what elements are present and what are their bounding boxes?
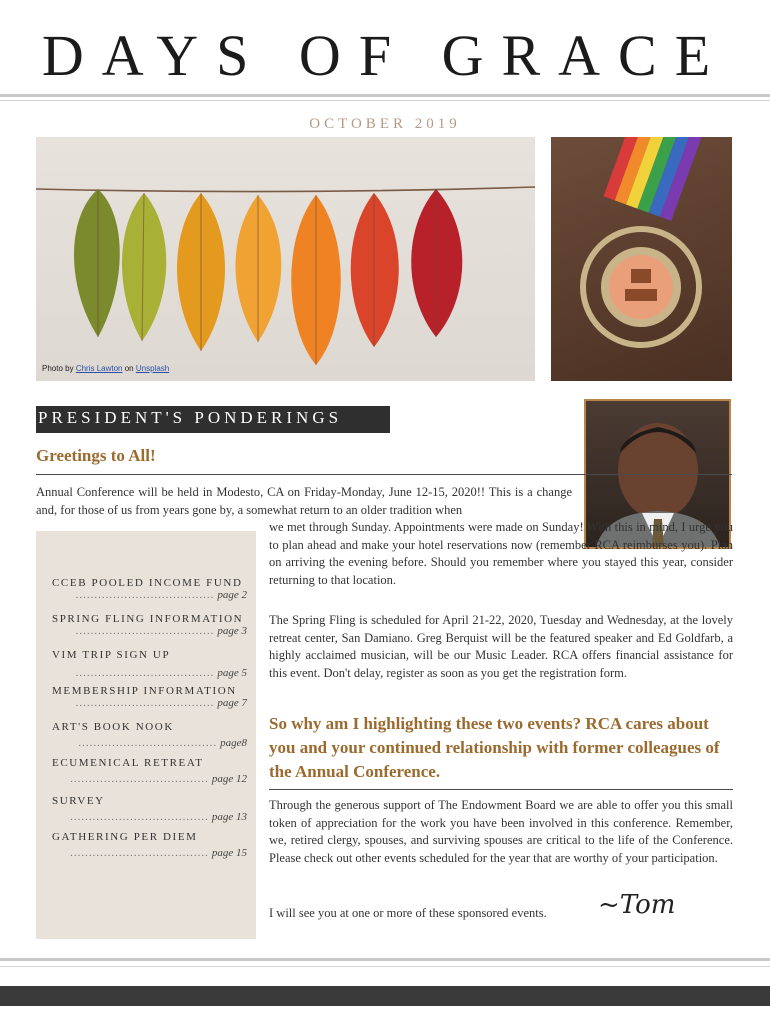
footer-bar [0,986,770,1006]
footer-rule [0,958,770,961]
greeting-heading: Greetings to All! [36,446,156,465]
toc-item[interactable]: GATHERING PER DIEM ..................................... page 15 [52,831,247,859]
toc-item-title: CCEB POOLED INCOME FUND [52,577,243,589]
callout-rule [269,789,733,790]
photo-credit [42,364,169,373]
toc-item-title: ECUMENICAL RETREAT [52,757,204,769]
callout-text: So why am I highlighting these two events? RCA cares about you and your continued relationship with former colleagues of the Annual Conference. [269,714,720,781]
toc-item[interactable]: CCEB POOLED INCOME FUND ..................................... page 2 [52,577,247,601]
photo-credit-on: on [124,364,134,373]
photo-credit-prefix: Photo by [42,364,74,373]
toc-item-title: MEMBERSHIP INFORMATION [52,685,237,697]
greeting-rule [36,474,732,475]
toc-item[interactable]: ECUMENICAL RETREAT ..................................... page 12 [52,757,247,785]
unsplash-link[interactable]: Unsplash [135,364,170,373]
issue-date: OCTOBER 2019 [309,116,461,132]
toc-item-page: page 7 [217,697,247,709]
toc-sidebar [36,531,256,939]
toc-item[interactable]: SPRING FLING INFORMATION ..................................... page 3 [52,613,247,637]
signoff-text: I will see you at one or more of these sponsored events. [269,906,547,920]
masthead-rule-thin [0,100,770,101]
masthead-title: DAYS OF GRACE [41,23,729,88]
toc-item-title: ART'S BOOK NOOK [52,721,174,733]
paragraph-1-wide: Annual Conference will be held in Modesto, CA on Friday-Monday, June 12-15, 2020!! This is a change and, for those of us from years gone by, a somewhat return to an older tradition when [36,485,572,517]
toc-item-page: page 2 [217,589,247,601]
photographer-link[interactable]: Chris Lawton [75,364,123,373]
toc-item-page: page 13 [211,811,247,823]
toc-item-title: SPRING FLING INFORMATION [52,613,244,625]
medal-photo [551,137,732,381]
toc-item-page: page 15 [211,847,247,859]
signature: ~Tom [598,890,676,920]
toc-item-title: GATHERING PER DIEM [52,831,198,843]
leaves-photo [36,137,535,381]
paragraph-1-narrow: we met through Sunday. Appointments were made on Sunday! With this in mind, I urge you to plan ahead and make your hotel reservations now (remember RCA reimburses you). Plan on arriving the evening before. Should you remember where you stayed this year, consider returning to that location. [269,520,733,587]
toc-item[interactable]: MEMBERSHIP INFORMATION ..................................... page 7 [52,685,247,709]
paragraph-3: Through the generous support of The Endowment Board we are able to offer you this small token of appreciation for the work you have been involved in this conference. Remember, we, retired clergy, spouses, and surviving spouses are critical to the life of the Conference. Please check out other events scheduled for the year that are worthy of your participation. [269,798,733,865]
toc-item[interactable]: VIM TRIP SIGN UP ..................................... page 5 [52,649,247,679]
section-title: PRESIDENT'S PONDERINGS [38,408,343,427]
toc-item-page: page 5 [217,667,247,679]
toc-item-page: page8 [220,737,247,749]
toc-item-title: SURVEY [52,795,105,807]
medal-illustration [551,137,732,381]
masthead-rule [0,94,770,97]
footer-rule-thin [0,966,770,967]
toc-item[interactable]: ART'S BOOK NOOK ..................................... page8 [52,721,247,749]
leaves-illustration [36,137,535,381]
toc-item-page: page 3 [217,625,247,637]
toc-item[interactable]: SURVEY ..................................... page 13 [52,795,247,823]
paragraph-2: The Spring Fling is scheduled for April 21-22, 2020, Tuesday and Wednesday, at the lovely retreat center, San Damiano. Greg Berquist will be the featured speaker and Ed Goldfarb, a highly acclaimed musician, will be our Music Leader. RCA offers financial assistance for this event. Don't delay, register as soon as you get the registration form. [269,613,733,680]
toc-item-page: page 12 [211,773,247,785]
toc-item-title: VIM TRIP SIGN UP [52,649,171,661]
